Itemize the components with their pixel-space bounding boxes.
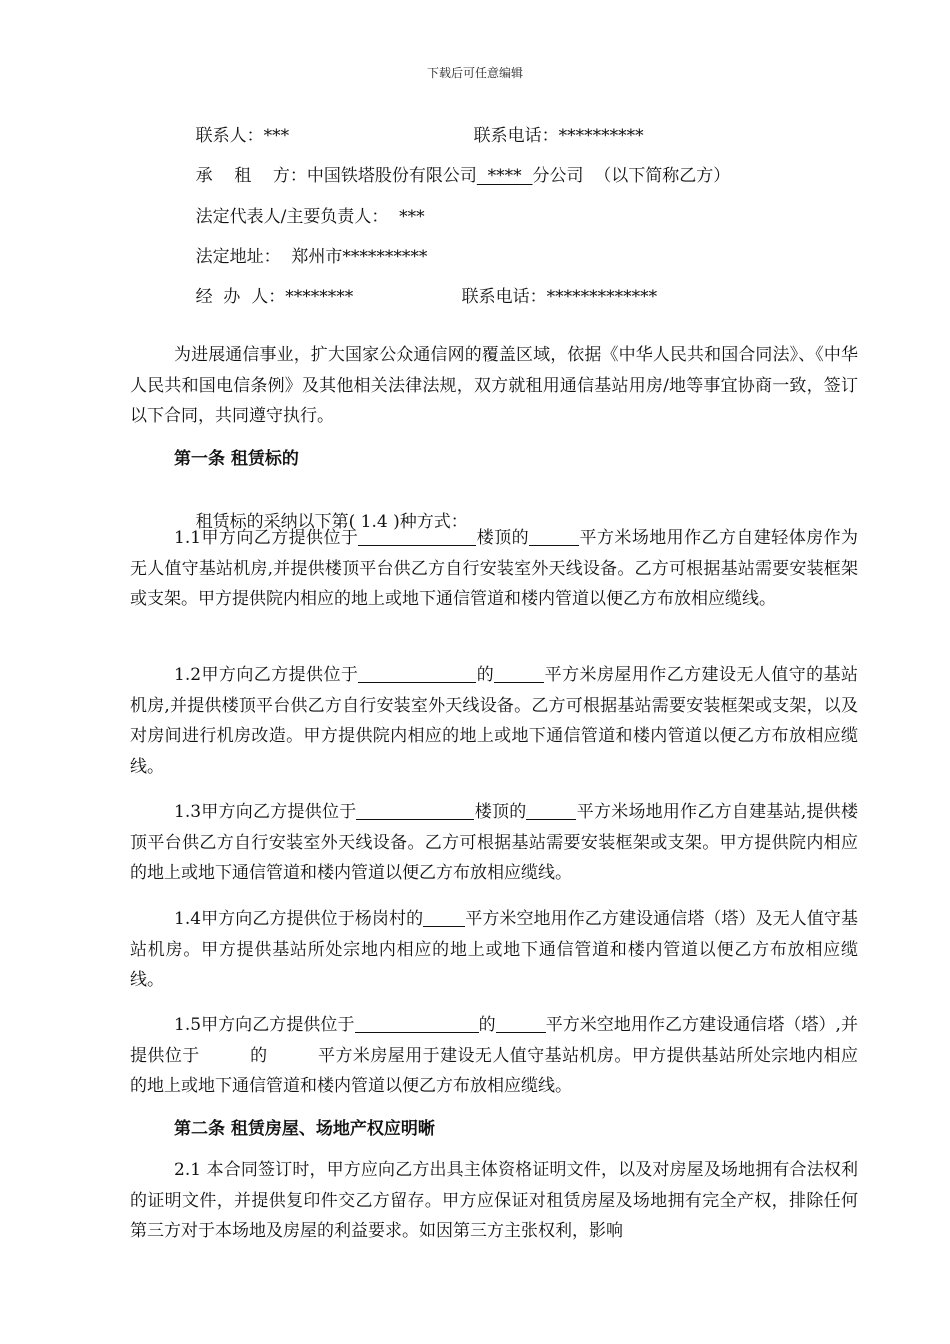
blank-field (358, 527, 476, 546)
clause-1-1-part-a: 1.1甲方向乙方提供位于 (174, 528, 359, 548)
clause-1-1-part-b: 楼顶的 (476, 528, 530, 548)
clause-1-5-part-d: 的 (249, 1045, 268, 1066)
clause-1-3-part-a: 1.3甲方向乙方提供位于 (174, 802, 357, 822)
clause-1-2 (130, 660, 858, 782)
agent-phone: 联系电话：************* (461, 287, 658, 307)
clause-1-3-part-c: 平方米场地用作乙方自建基站,提供楼顶平台供乙方自行安装室外天线设备。乙方可根据基站需要安装框架或支架。甲方提供院内相应的地上或地下通信管道和楼内管道以便乙方布放相应缆线。 (130, 802, 859, 883)
blank-field (529, 527, 579, 546)
clause-1-5-part-b: 的 (478, 1015, 496, 1035)
blank-field (494, 664, 544, 683)
clause-2-1: 2.1 本合同签订时，甲方应向乙方出具主体资格证明文件，以及对房屋及场地拥有合法权利的证明文件，并提供复印件交乙方留存。甲方应保证对租赁房屋及场地拥有完全产权，排除任何第三方对于本场地及房屋的利益要求。如因第三方主张权利，影响 (130, 1160, 858, 1241)
lessee-branch-blank: **** (476, 166, 533, 186)
header-note: 下载后可任意编辑 (426, 66, 523, 80)
lessee-line (174, 140, 731, 186)
clause-1-5-part-c: 平方米空地用作乙方建设通信塔（塔）,并提供位于 (130, 1015, 859, 1066)
representative-line (174, 181, 425, 227)
clause-1-3 (130, 797, 858, 889)
blank-field (355, 1014, 479, 1033)
clause-1-1 (130, 523, 858, 615)
clause-1-4-part-a: 1.4甲方向乙方提供位于杨岗村的 (174, 909, 424, 929)
contact-label: 联系人：*** (195, 126, 290, 146)
contact-phone: 联系电话：********** (473, 126, 644, 146)
clause-1-5-part-a: 1.5甲方向乙方提供位于 (174, 1015, 355, 1035)
clause-1-2-part-b: 的 (476, 665, 495, 685)
article-1-mode-text: 租赁标的采纳以下第( 1.4 )种方式： (195, 512, 468, 532)
blank-field (496, 1014, 546, 1033)
address-line (174, 221, 428, 267)
intro-paragraph: 为进展通信事业，扩大国家公众通信网的覆盖区域，依据《中华人民共和国合同法》、《中华人民共和国电信条例》及其他相关法律法规，双方就租用通信基站用房/地等事宜协商一致，签订以下合同，共同遵守执行。 (130, 345, 858, 426)
blank-field (356, 801, 474, 820)
article-1-title: 第一条 租赁标的 (174, 449, 299, 469)
representative-label: 法定代表人/主要负责人： *** (195, 207, 425, 227)
clause-1-2-part-c: 平方米房屋用作乙方建设无人值守的基站机房,并提供楼顶平台供乙方自行安装室外天线设备。乙方可根据基站需要安装框架或支架，以及对房间进行机房改造。甲方提供院内相应的地上或地下通信管道和楼内管道以便乙方布放相应缆线。 (130, 665, 859, 777)
address-label: 法定地址： 郑州市********** (195, 247, 428, 267)
clause-1-2-part-a: 1.2甲方向乙方提供位于 (174, 665, 359, 685)
clause-1-4 (130, 904, 858, 996)
agent-label: 经 办 人：******** (195, 287, 354, 307)
lessee-branch-suffix: 分公司 （以下简称乙方） (532, 166, 731, 186)
agent-phone-line (440, 261, 658, 307)
contact-line (174, 100, 290, 146)
blank-field (358, 664, 476, 683)
article-2-title: 第二条 租赁房屋、场地产权应明晰 (174, 1119, 435, 1139)
lessee-company: 中国铁塔股份有限公司 (306, 166, 477, 186)
lessee-label: 承 租 方： (195, 166, 307, 186)
contact-phone-line (452, 100, 644, 146)
blank-field (423, 908, 465, 927)
agent-line (174, 261, 354, 307)
clause-1-5 (130, 1010, 858, 1102)
blank-field (526, 801, 576, 820)
article-1-mode (174, 486, 468, 532)
clause-1-1-part-c: 平方米场地用作乙方自建轻体房作为无人值守基站机房,并提供楼顶平台供乙方自行安装室外天线设备。乙方可根据基站需要安装框架或支架。甲方提供院内相应的地上或地下通信管道和楼内管道以便乙方布放相应缆线。 (130, 528, 859, 609)
clause-1-5-part-e: 平方米房屋用于建设无人值守基站机房。甲方提供基站所处宗地内相应的地上或地下通信管道和楼内管道以便乙方布放相应缆线。 (130, 1045, 859, 1096)
clause-1-4-part-b: 平方米空地用作乙方建设通信塔（塔）及无人值守基站机房。甲方提供基站所处宗地内相应的地上或地下通信管道和楼内管道以便乙方布放相应缆线。 (130, 909, 858, 990)
clause-1-3-part-b: 楼顶的 (474, 802, 527, 822)
